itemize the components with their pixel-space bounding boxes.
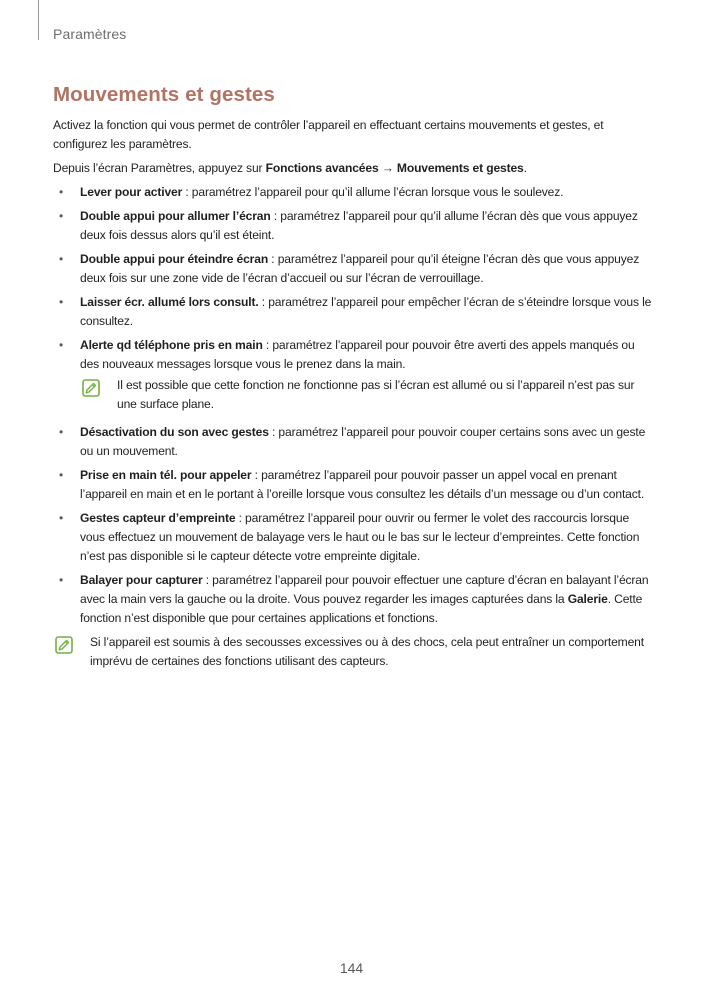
item-description: : paramétrez l’appareil pour pouvoir effectuer une capture d’écran en balayant l’écran avec la main vers la gauche ou la droite. Vous pouvez regarder les images capturées dans la [80, 573, 649, 606]
item-description: : paramétrez l’appareil pour qu’il éteigne l’écran dès que vous appuyez deux fois sur une zone vide de l’écran d’accueil ou sur l’écran de verrouillage. [80, 252, 640, 285]
list-item [53, 207, 653, 245]
page-number: 144 [339, 960, 364, 976]
list-item [53, 571, 653, 628]
feature-list [53, 183, 653, 628]
note-pencil-icon [55, 636, 73, 654]
bullet-mark: • [59, 511, 64, 525]
list-item [53, 466, 653, 504]
path-prefix: Depuis l’écran Paramètres, appuyez sur [53, 161, 266, 175]
item-term: Laisser écr. allumé lors consult. [80, 295, 259, 309]
note-pencil-icon [82, 379, 100, 397]
list-item [53, 250, 653, 288]
item-term: Lever pour activer [80, 185, 183, 199]
navigation-path [53, 159, 653, 178]
bullet-mark: • [59, 338, 64, 352]
bullet-mark: • [59, 295, 64, 309]
item-term: Balayer pour capturer [80, 573, 203, 587]
list-item [53, 509, 653, 566]
item-description: : paramétrez l’appareil pour empêcher l’écran de s’éteindre lorsque vous le consultez. [80, 295, 652, 328]
item-description: : paramétrez l’appareil pour qu’il allume l’écran lorsque vous le soulevez. [182, 185, 564, 199]
note-text: Il est possible que cette fonction ne fonctionne pas si l’écran est allumé ou si l’appareil n’est pas sur une surface plane. [117, 378, 635, 411]
item-term: Désactivation du son avec gestes [80, 425, 269, 439]
header-rule [38, 0, 39, 40]
item-term: Gestes capteur d’empreinte [80, 511, 236, 525]
bullet-mark: • [59, 185, 64, 199]
item-description: : paramétrez l’appareil pour pouvoir couper certains sons avec un geste ou un mouvement. [80, 425, 646, 458]
item-description: : paramétrez l’appareil pour ouvrir ou fermer le volet des raccourcis lorsque vous effectuez un mouvement de balayage vers le haut ou le bas sur le lecteur d’empreintes. Cette fonction n’est pas disponible si le capteur détecte votre empreinte digitale. [80, 511, 640, 563]
bullet-mark: • [59, 425, 64, 439]
running-header: Paramètres [53, 26, 127, 42]
item-term: Double appui pour éteindre écran [80, 252, 269, 266]
list-item [53, 423, 653, 461]
item-term: Alerte qd téléphone pris en main [80, 338, 263, 352]
section-title: Mouvements et gestes [53, 83, 275, 106]
page-content [53, 116, 653, 680]
item-note [80, 376, 653, 414]
item-term: Prise en main tél. pour appeler [80, 468, 252, 482]
list-item [53, 336, 653, 414]
path-submenu: Mouvements et gestes [396, 161, 524, 175]
item-description: : paramétrez l’appareil pour qu’il allume l’écran dès que vous appuyez deux fois dessus alors qu’il est éteint. [80, 209, 638, 242]
bullet-mark: • [59, 573, 64, 587]
list-item [53, 183, 653, 202]
bullet-mark: • [59, 468, 64, 482]
bullet-mark: • [59, 209, 64, 223]
item-description: : paramétrez l’appareil pour pouvoir être averti des appels manqués ou des nouveaux messages lorsque vous le prenez dans la main. [80, 338, 635, 371]
intro-paragraph: Activez la fonction qui vous permet de contrôler l’appareil en effectuant certains mouvements et gestes, et configurez les paramètres. [53, 118, 604, 151]
note-text: Si l’appareil est soumis à des secousses excessives ou à des chocs, cela peut entraîner un comportement imprévu de certaines des fonctions utilisant des capteurs. [90, 635, 644, 668]
item-description-end: . Cette fonction n’est disponible que pour certaines applications et fonctions. [80, 592, 643, 625]
path-arrow: → [378, 161, 397, 175]
gallery-app-name: Galerie [567, 592, 608, 606]
item-term: Double appui pour allumer l’écran [80, 209, 271, 223]
path-menu: Fonctions avancées [265, 161, 379, 175]
bullet-mark: • [59, 252, 64, 266]
path-suffix: . [523, 161, 527, 175]
list-item [53, 293, 653, 331]
final-note [53, 633, 653, 671]
item-description: : paramétrez l’appareil pour pouvoir passer un appel vocal en prenant l’appareil en main et en le portant à l’oreille lorsque vous consultez les détails d’un message ou d’un contact. [80, 468, 645, 501]
